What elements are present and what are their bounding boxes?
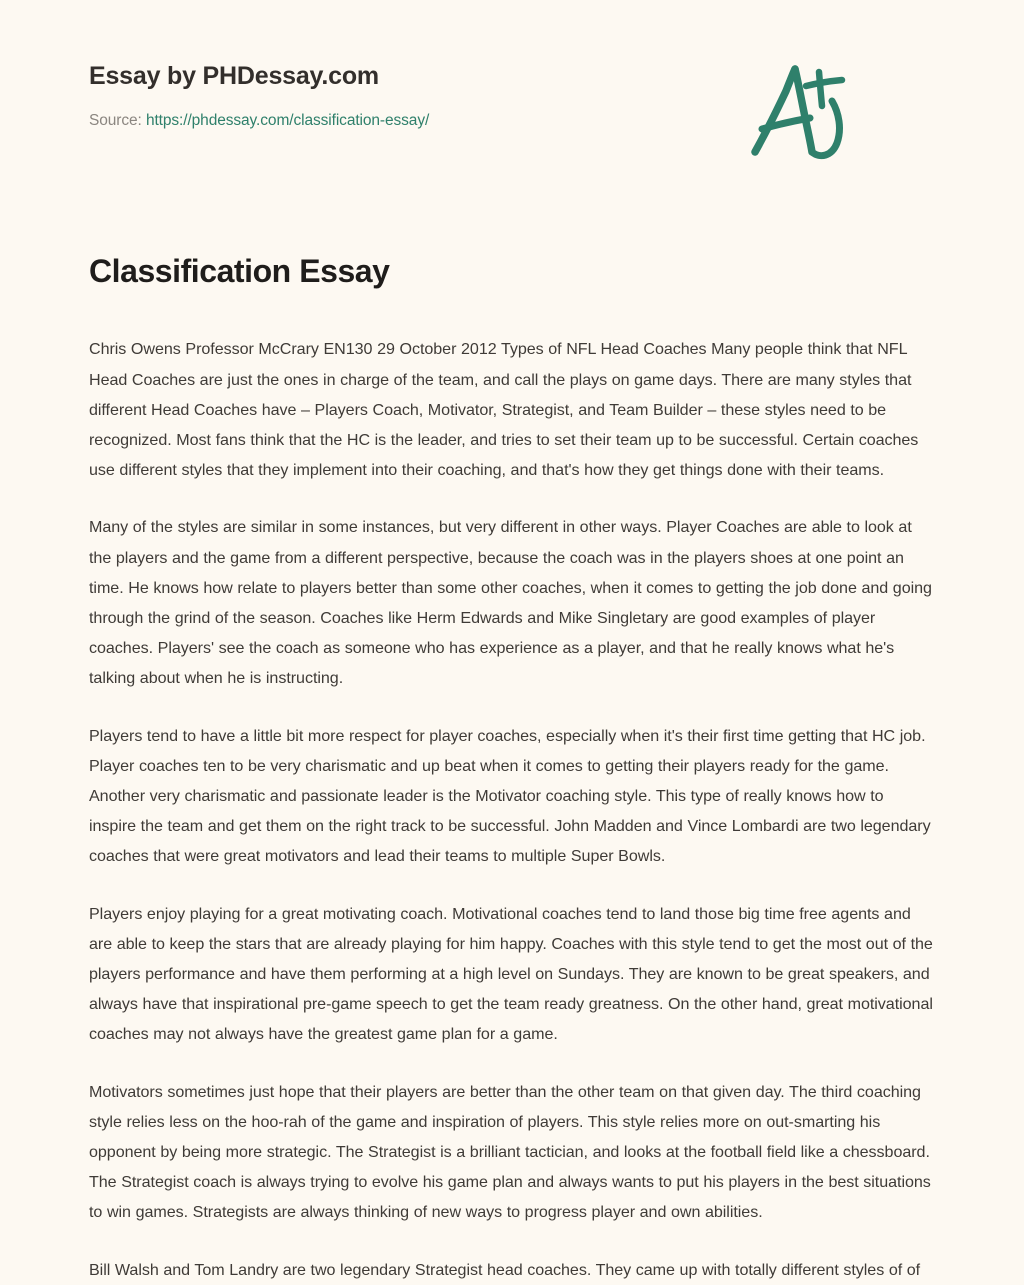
paragraph: Chris Owens Professor McCrary EN130 29 October 2012 Types of NFL Head Coaches Many people think that NFL Head Coaches are just the ones in charge of the team, and call the plays on game days. There are many styles that different Head Coaches have – Players Coach, Motivator, Strategist, and Team Builder – these styles need to be recognized. Most fans think that the HC is the leader, and tries to set their team up to be successful. Certain coaches use different styles that they implement into their coaching, and that's how they get things done with their teams. — [89, 340, 919, 480]
paragraph: Players tend to have a little bit more respect for player coaches, especially when it's their first time getting that HC job. Player coaches ten to be very charismatic and up beat when it comes to getting their players ready for the game. Another very charismatic and passionate leader is the Motivator coaching style. This type of really knows how to inspire the team and get them on the right track to be successful. John Madden and Vince Lombardi are two legendary coaches that were great motivators and lead their teams to multiple Super Bowls. — [89, 726, 931, 866]
document-header — [89, 0, 935, 180]
paragraph: Many of the styles are similar in some instances, but very different in other ways. Player Coaches are able to look at the players and the game from a different perspective, because the coach was in the players shoes at one point an time. He knows how relate to players better than some other coaches, when it comes to getting the job done and going through the grind of the season. Coaches like Herm Edwards and Mike Singletary are good examples of player coaches. Players' see the coach as someone who has experience as a player, and that he really knows what he's talking about when he is instructing. — [89, 518, 932, 688]
paragraph: Bill Walsh and Tom Landry are two legendary Strategist head coaches. They came up with totally different styles of of — [89, 1260, 921, 1279]
brand-title: Essay by PHDessay.com — [89, 62, 379, 90]
source-url-link[interactable]: https://phdessay.com/classification-essay/ — [145, 111, 430, 129]
paragraph: Motivators sometimes just hope that their players are better than the other team on that given day. The third coaching style relies less on the hoo-rah of the game and inspiration of players. This style relies more on out-smarting his opponent by being more strategic. The Strategist is a brilliant tactician, and looks at the football field like a chessboard. The Strategist coach is always trying to evolve his game plan and always wants to put his players in the best situations to win games. Strategists are always thinking of new ways to progress player and own abilities. — [89, 1082, 931, 1222]
page-title: Classification Essay — [89, 253, 390, 289]
source-label: Source: — [89, 111, 142, 129]
essay-body — [89, 290, 935, 1284]
aplus-logo-icon — [738, 48, 858, 166]
paragraph: Players enjoy playing for a great motivating coach. Motivational coaches tend to land those big time free agents and are able to keep the stars that are already playing for him happy. Coaches with this style tend to get the most out of the players performance and have them performing at a high level on Sundays. They are known to be great speakers, and always have that inspirational pre-game speech to get the team ready greatness. On the other hand, great motivational coaches may not always have the greatest game plan for a game. — [89, 904, 933, 1044]
